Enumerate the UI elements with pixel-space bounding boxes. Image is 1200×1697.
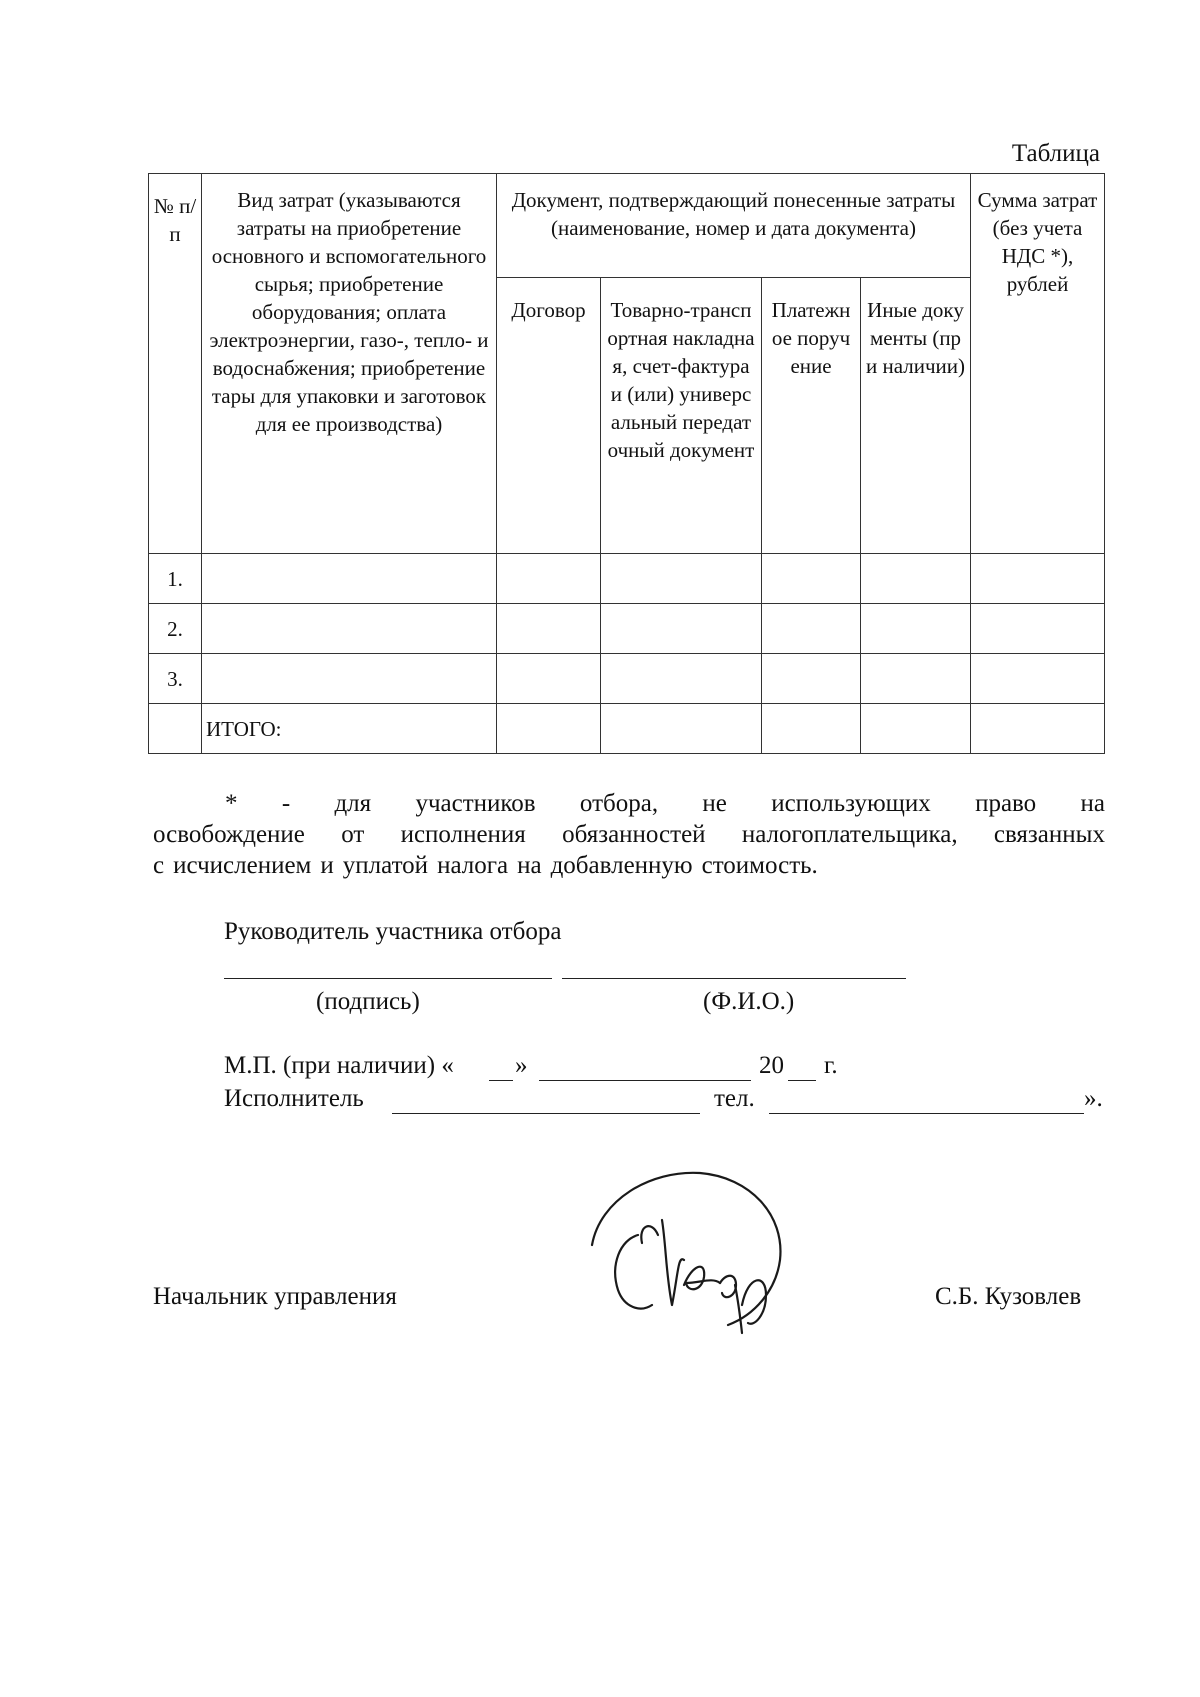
month-line	[539, 1080, 751, 1081]
table-cell	[762, 654, 861, 704]
footnote-word: участников	[415, 790, 536, 817]
row-label	[202, 604, 497, 654]
header-waybill: Товарно-транспортная накладная, счет-фактура и (или) универсальный передаточный документ	[601, 278, 762, 554]
signature-caption: (подпись)	[316, 988, 420, 1015]
footnote-word: на	[517, 852, 542, 879]
total-row	[149, 704, 1105, 754]
table-cell	[601, 704, 762, 754]
footnote-word: налогоплательщика,	[741, 821, 958, 848]
footnote-word: исполнения	[400, 821, 526, 848]
footnote-word: исчислением	[173, 852, 312, 879]
row-number: 2.	[149, 604, 202, 654]
table-cell	[971, 604, 1105, 654]
table-cell	[971, 554, 1105, 604]
footnote-word: *	[225, 790, 238, 817]
table-cell	[861, 554, 971, 604]
row-label	[202, 654, 497, 704]
header-num: № п/п	[149, 174, 202, 554]
table-row	[149, 654, 1105, 704]
table-cell	[497, 554, 601, 604]
table-cell	[861, 704, 971, 754]
row-label	[202, 554, 497, 604]
phone-label: тел.	[714, 1085, 755, 1112]
row-number: 1.	[149, 554, 202, 604]
table-cell	[601, 654, 762, 704]
footnote-line-2	[153, 819, 1105, 850]
footnote-word: стоимость.	[701, 852, 818, 879]
table-caption: Таблица	[1011, 140, 1100, 167]
footnote-word: связанных	[993, 821, 1105, 848]
footnote-word: и	[320, 852, 334, 879]
table-row	[149, 604, 1105, 654]
footnote-word: добавленную	[550, 852, 693, 879]
approval-position: Начальник управления	[153, 1283, 397, 1310]
stamp-date-prefix: М.П. (при наличии) «	[224, 1052, 454, 1079]
stamp-date-mid: »	[515, 1052, 528, 1079]
table-cell	[497, 604, 601, 654]
approval-name: С.Б. Кузовлев	[935, 1283, 1082, 1310]
table-cell	[497, 704, 601, 754]
footnote-word: -	[281, 790, 291, 817]
table-cell	[762, 554, 861, 604]
table-cell	[497, 654, 601, 704]
day-line	[489, 1080, 513, 1081]
phone-line	[769, 1113, 1084, 1114]
footnote-word: использующих	[771, 790, 931, 817]
table-cell	[762, 704, 861, 754]
phone-suffix: ».	[1084, 1085, 1103, 1112]
stamp-date-suffix: г.	[824, 1052, 838, 1079]
costs-table	[148, 173, 1105, 754]
head-label: Руководитель участника отбора	[224, 918, 562, 945]
total-label: ИТОГО:	[202, 704, 497, 754]
table-cell	[971, 704, 1105, 754]
footnote-word: на	[1080, 790, 1105, 817]
table-cell	[601, 604, 762, 654]
header-other-docs: Иные документы (при наличии)	[861, 278, 971, 554]
table-row	[149, 554, 1105, 604]
footnote-line-3	[153, 850, 1105, 881]
row-number: 3.	[149, 654, 202, 704]
table-cell	[861, 604, 971, 654]
year-line	[788, 1080, 816, 1081]
footnote-word: обязанностей	[562, 821, 706, 848]
footnote-word: уплатой	[342, 852, 429, 879]
footnote-word: от	[341, 821, 365, 848]
stamp-date-year: 20	[759, 1052, 784, 1079]
table-cell	[971, 654, 1105, 704]
footnote-word: право	[975, 790, 1037, 817]
table-cell	[601, 554, 762, 604]
executor-line	[392, 1113, 700, 1114]
header-sum: Сумма затрат (без учета НДС *), рублей	[971, 174, 1105, 554]
footnote-word: освобождение	[153, 821, 305, 848]
handwritten-signature	[580, 1165, 810, 1340]
table-cell	[762, 604, 861, 654]
footnote-word: с	[153, 852, 165, 879]
footnote-word: налога	[437, 852, 509, 879]
header-contract: Договор	[497, 278, 601, 554]
name-line	[562, 978, 906, 979]
vat-footnote	[153, 788, 1105, 881]
header-cost-type: Вид затрат (указываются затраты на приобретение основного и вспомогательного сырья; приобретение оборудования; оплата электроэнергии, газо-, тепло- и водоснабжения; приобретение тары для упаковки и заготовок для ее производства)	[202, 174, 497, 554]
executor-label: Исполнитель	[224, 1085, 364, 1112]
footnote-word: отбора,	[579, 790, 659, 817]
footnote-word: не	[702, 790, 727, 817]
header-document: Документ, подтверждающий понесенные затраты (наименование, номер и дата документа)	[497, 174, 971, 278]
header-payment-order: Платежное поручение	[762, 278, 861, 554]
table-cell	[861, 654, 971, 704]
footnote-line-1	[153, 788, 1105, 819]
name-caption: (Ф.И.О.)	[703, 988, 795, 1015]
row-number	[149, 704, 202, 754]
signature-line	[224, 978, 552, 979]
footnote-word: для	[334, 790, 372, 817]
